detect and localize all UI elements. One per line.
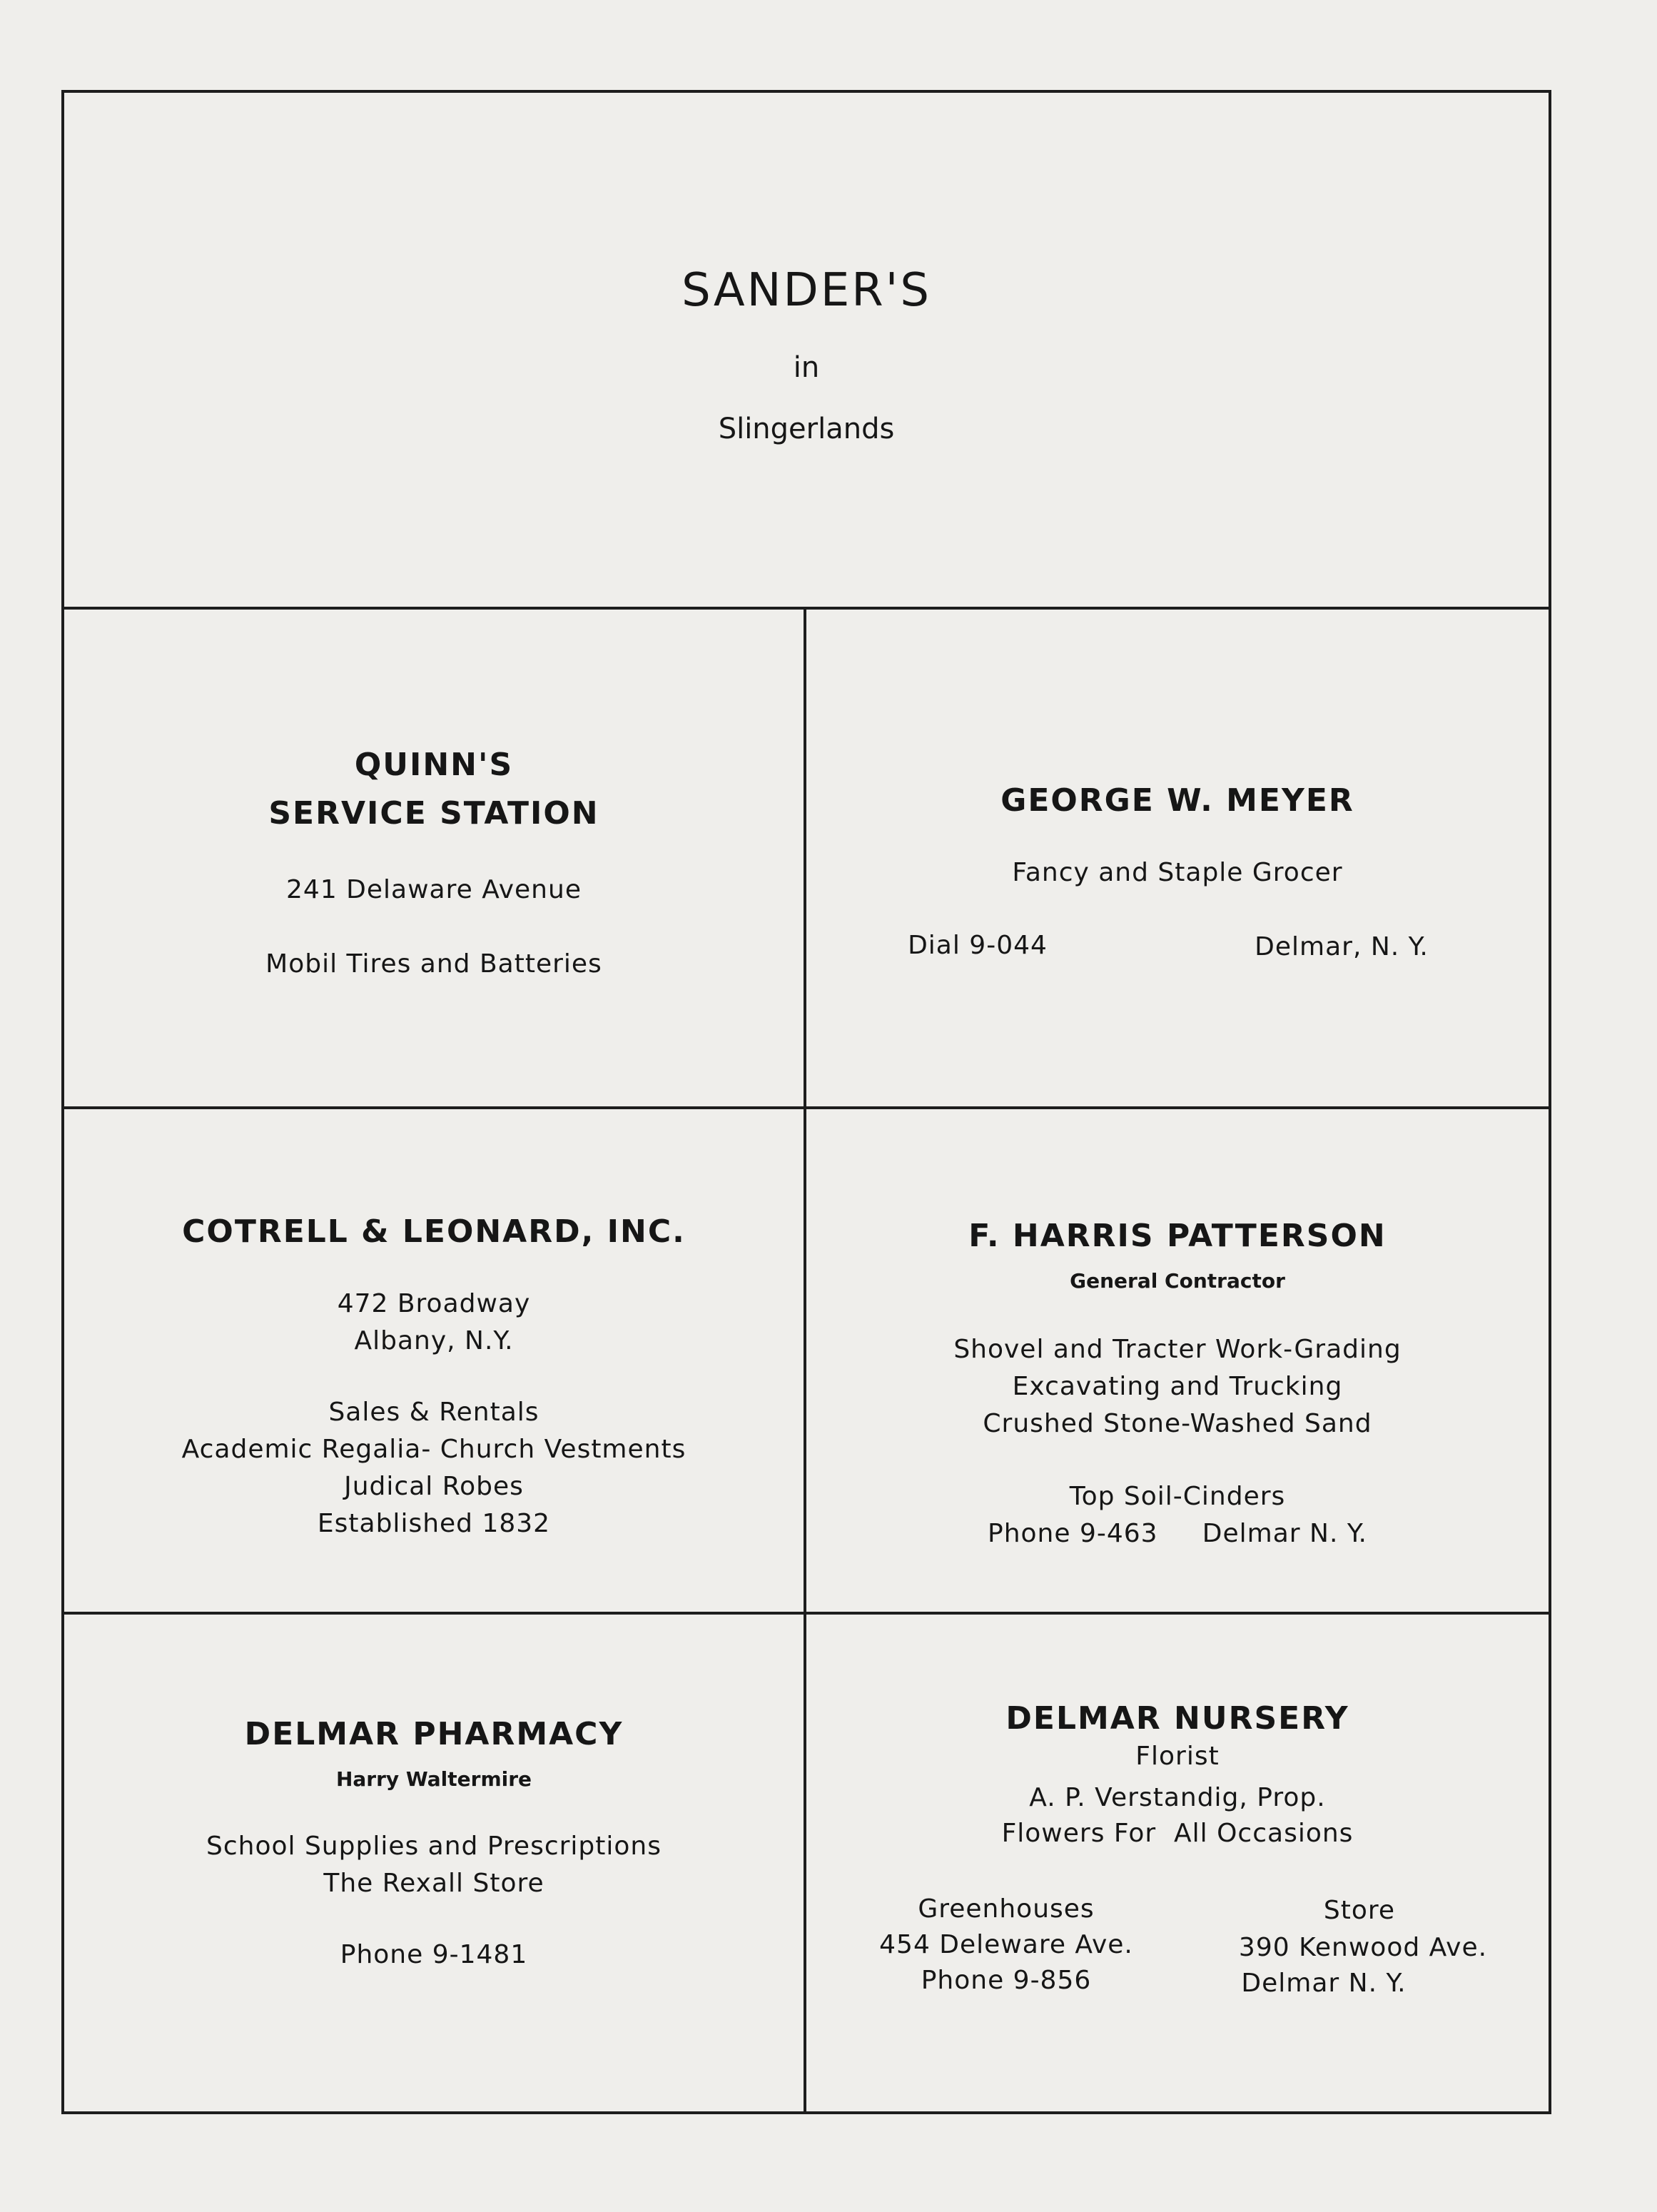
advertisement-page (61, 90, 1551, 2114)
nursery-greenhouses-heading: Greenhouses (918, 1894, 1095, 1924)
quinns-name-line2: SERVICE STATION (268, 795, 599, 832)
meyer-phone: Dial 9-044 (908, 931, 1048, 960)
meyer-ad (806, 607, 1549, 1109)
pharmacy-line-rexall: The Rexall Store (323, 1869, 544, 1898)
patterson-subtitle: General Contractor (1070, 1269, 1285, 1293)
nursery-greenhouses-phone: Phone 9-856 (921, 1966, 1092, 1995)
pharmacy-subtitle: Harry Waltermire (335, 1767, 532, 1791)
cotrell-address-street: 472 Broadway (337, 1289, 531, 1318)
ad-grid (64, 607, 1549, 2111)
delmar-pharmacy-ad (64, 1615, 806, 2111)
nursery-line-flowers: Flowers For All Occasions (1001, 1819, 1354, 1848)
meyer-location: Delmar, N. Y. (1255, 932, 1429, 961)
sanders-banner-ad (64, 93, 1549, 610)
patterson-name: F. HARRIS PATTERSON (968, 1218, 1387, 1254)
patterson-line-excavating: Excavating and Trucking (1012, 1372, 1343, 1401)
cotrell-line-established: Established 1832 (317, 1509, 551, 1538)
patterson-line-topsoil: Top Soil-Cinders (1069, 1482, 1286, 1511)
nursery-store-location: Delmar N. Y. (1241, 1969, 1407, 1998)
cotrell-line-regalia: Academic Regalia- Church Vestments (181, 1435, 686, 1464)
banner-line-location: Slingerlands (718, 413, 895, 445)
banner-title: SANDER'S (681, 264, 931, 317)
quinns-tagline: Mobil Tires and Batteries (265, 949, 602, 979)
nursery-store-address: 390 Kenwood Ave. (1238, 1933, 1488, 1962)
cotrell-leonard-ad (64, 1109, 806, 1615)
cotrell-line-robes: Judical Robes (344, 1472, 524, 1501)
meyer-name: GEORGE W. MEYER (1000, 782, 1354, 819)
delmar-nursery-ad (806, 1615, 1549, 2111)
pharmacy-phone: Phone 9-1481 (340, 1940, 528, 1969)
nursery-store-heading: Store (1323, 1896, 1396, 1925)
cotrell-line-sales: Sales & Rentals (328, 1398, 539, 1427)
nursery-greenhouses-address: 454 Deleware Ave. (879, 1930, 1133, 1959)
patterson-line-shovel: Shovel and Tracter Work-Grading (953, 1335, 1402, 1364)
nursery-name: DELMAR NURSERY (1005, 1700, 1349, 1737)
patterson-line-stone: Crushed Stone-Washed Sand (983, 1409, 1372, 1438)
cotrell-name: COTRELL & LEONARD, INC. (182, 1213, 686, 1250)
nursery-line-proprietor: A. P. Verstandig, Prop. (1029, 1783, 1326, 1812)
quinns-name-line1: QUINN'S (354, 747, 514, 783)
cotrell-address-city: Albany, N.Y. (354, 1326, 514, 1355)
pharmacy-name: DELMAR PHARMACY (244, 1716, 624, 1752)
quinns-ad (64, 607, 806, 1109)
pharmacy-line-supplies: School Supplies and Prescriptions (206, 1832, 662, 1861)
quinns-address: 241 Delaware Avenue (286, 875, 582, 904)
patterson-line-phone: Phone 9-463 Delmar N. Y. (988, 1519, 1367, 1548)
banner-line-in: in (793, 351, 820, 384)
meyer-tagline: Fancy and Staple Grocer (1012, 858, 1343, 887)
patterson-ad (806, 1109, 1549, 1615)
nursery-line-florist: Florist (1135, 1742, 1220, 1771)
